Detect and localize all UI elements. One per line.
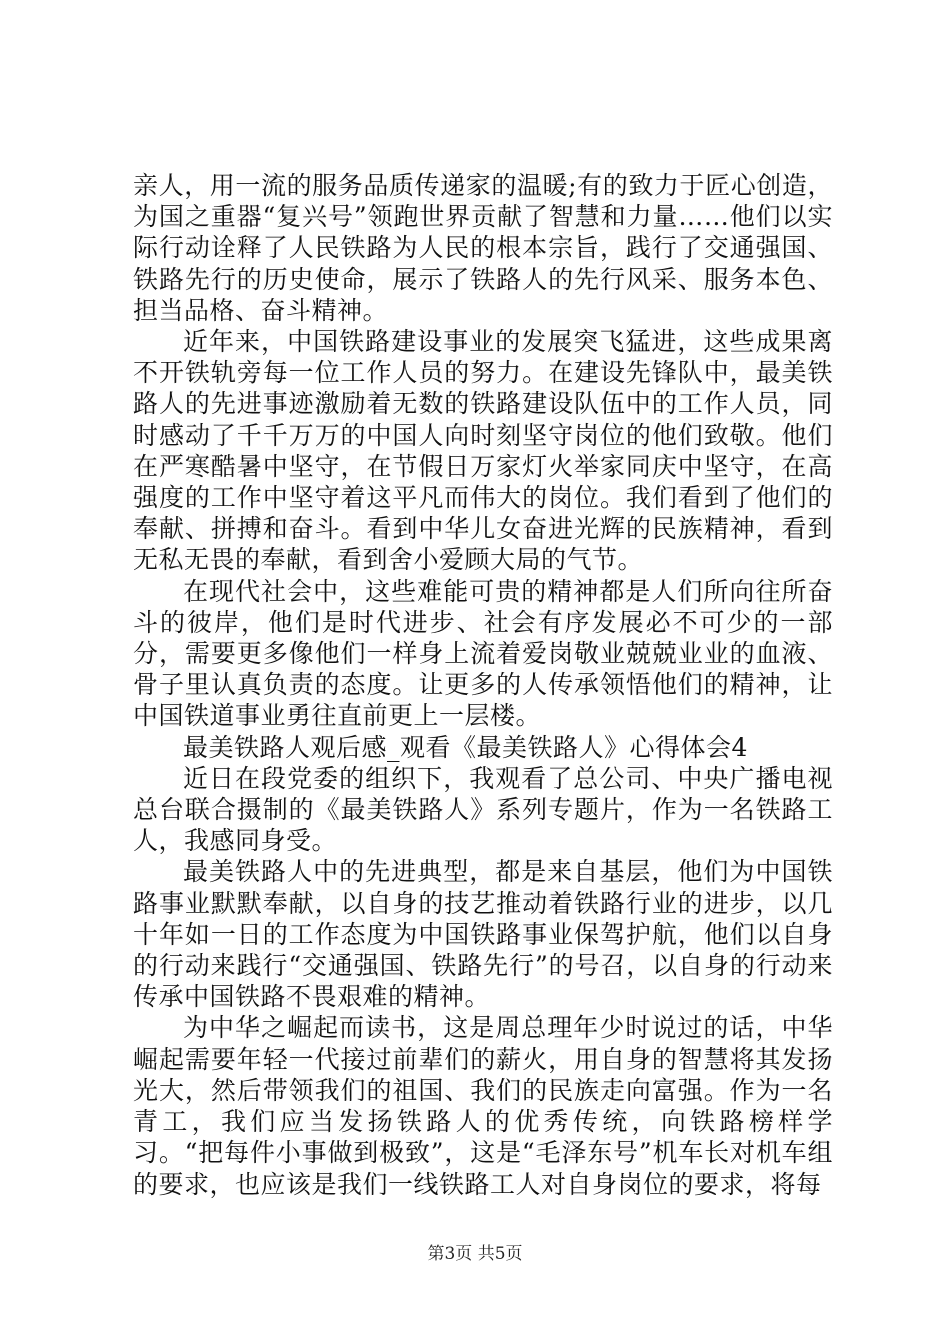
paragraph-6: 为中华之崛起而读书，这是周总理年少时说过的话，中华崛起需要年轻一代接过前辈们的薪火，用自身的智慧将其发扬光大，然后带领我们的祖国、我们的民族走向富强。作为一名青工，我们应当发扬铁路人的优秀传统，向铁路榜样学习。“把每件小事做到极致”，这是“毛泽东号”机车长对机车组的要求，也应该是我们一线铁路工人对自身岗位的要求，将每 (133, 1013, 833, 1199)
paragraph-5: 最美铁路人中的先进典型，都是来自基层，他们为中国铁路事业默默奉献，以自身的技艺推动着铁路行业的进步，以几十年如一日的工作态度为中国铁路事业保驾护航，他们以自身的行动来践行“交通强国、铁路先行”的号召，以自身的行动来传承中国铁路不畏艰难的精神。 (133, 857, 833, 1012)
section-title: 最美铁路人观后感_观看《最美铁路人》心得体会4 (183, 732, 748, 762)
paragraph-3: 在现代社会中，这些难能可贵的精神都是人们所向往所奋斗的彼岸，他们是时代进步、社会有序发展必不可少的一部分，需要更多像他们一样身上流着爱岗敬业兢兢业业的血液、骨子里认真负责的态度。让更多的人传承领悟他们的精神，让中国铁道事业勇往直前更上一层楼。 (133, 576, 833, 731)
document-body (133, 170, 833, 1200)
paragraph-4: 近日在段党委的组织下，我观看了总公司、中央广播电视总台联合摄制的《最美铁路人》系列专题片，作为一名铁路工人，我感同身受。 (133, 763, 833, 856)
paragraph-1: 亲人，用一流的服务品质传递家的温暖;有的致力于匠心创造，为国之重器“复兴号”领跑世界贡献了智慧和力量……他们以实际行动诠释了人民铁路为人民的根本宗旨，践行了交通强国、铁路先行的历史使命，展示了铁路人的先行风采、服务本色、担当品格、奋斗精神。 (133, 171, 833, 325)
page-number-footer: 第3页 共5页 (427, 1244, 523, 1264)
paragraph-2: 近年来，中国铁路建设事业的发展突飞猛进，这些成果离不开铁轨旁每一位工作人员的努力。在建设先锋队中，最美铁路人的先进事迹激励着无数的铁路建设队伍中的工作人员，同时感动了千千万万的中国人向时刻坚守岗位的他们致敬。他们在严寒酷暑中坚守，在节假日万家灯火举家同庆中坚守，在高强度的工作中坚守着这平凡而伟大的岗位。我们看到了他们的奉献、拼搏和奋斗。看到中华儿女奋进光辉的民族精神，看到无私无畏的奉献，看到舍小爱顾大局的气节。 (133, 327, 833, 575)
